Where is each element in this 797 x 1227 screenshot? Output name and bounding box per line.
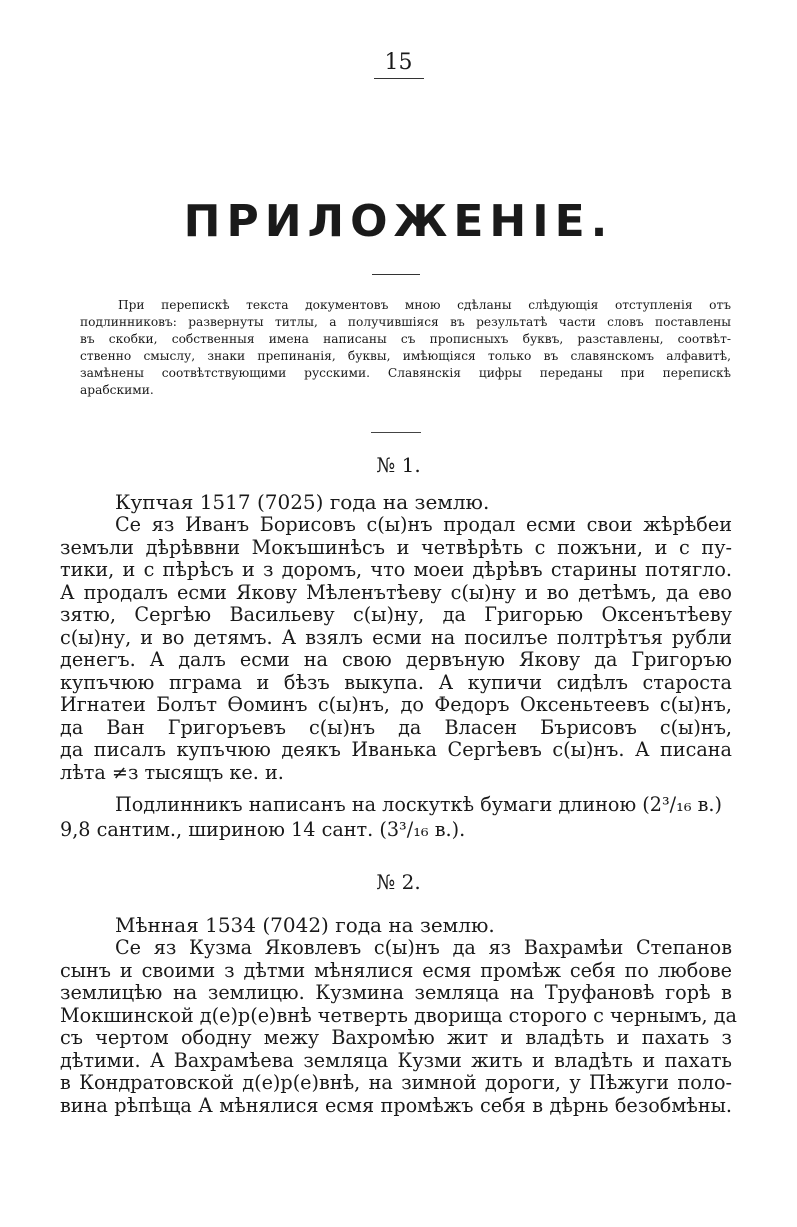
section-separator <box>371 432 421 433</box>
doc1-line: денегъ. А далъ есми на свою дервъную Якову да Григоръю <box>60 648 732 671</box>
page-title: ПРИЛОЖЕНІЕ. <box>183 196 614 247</box>
doc2-title: Мѣнная 1534 (7042) года на землю. <box>115 913 495 937</box>
page-number-rule <box>374 78 424 79</box>
doc1-note-line: 9,8 сантим., шириною 14 сант. (3³/₁₆ в.). <box>60 818 466 841</box>
page-number: 15 <box>384 50 413 75</box>
title-rule <box>372 274 420 275</box>
doc2-line: Се яз Кузма Яковлевъ с(ы)нъ да яз Вахрамѣи Степанов <box>115 936 732 959</box>
doc1-title: Купчая 1517 (7025) года на землю. <box>115 490 490 514</box>
doc1-number: № 1. <box>376 453 421 477</box>
doc2-line: съ чертом ободну межу Вахромѣю жит и владѣть и пахать з <box>60 1026 732 1049</box>
doc2-body <box>60 936 737 1117</box>
doc2-line: Мокшинской д(е)р(е)внѣ четверть дворища сторого с чернымъ, да <box>60 1003 737 1027</box>
doc1-body <box>60 514 732 784</box>
doc1-note <box>60 792 732 842</box>
doc2-line: вина рѣпѣща А мѣнялися есмя промѣжъ себя в дѣрнь безобмѣны. <box>60 1093 732 1117</box>
doc1-note-line: Подлинникъ написанъ на лоскуткѣ бумаги длиною (2³/₁₆ в.) <box>115 793 723 816</box>
doc1-line: земъли дѣрѣввни Мокъшинѣсъ и четвѣрѣть с пожъни, и с пу- <box>60 535 732 559</box>
intro-line: ственно смыслу, знаки препинанія, буквы, имѣющіяся только въ славянскомъ алфавитѣ, <box>80 349 731 363</box>
doc1-line: зятю, Сергѣю Васильеву с(ы)ну, да Григорью Оксенътѣеву <box>60 603 732 626</box>
intro-line: въ скобки, собственныя имена написаны съ прописныхъ буквъ, разставлены, соотвѣт- <box>80 332 731 346</box>
doc1-line: да писалъ купъчюю деякъ Иванька Сергѣевъ с(ы)нъ. А писана <box>60 738 732 761</box>
intro-line: При перепискѣ текста документовъ мною сдѣланы слѣдующія отступленія отъ <box>118 298 731 312</box>
intro-line: подлинниковъ: развернуты титлы, а получившіяся въ результатѣ части словъ поставлены <box>80 315 731 329</box>
doc2-line: землицѣю на землицю. Кузмина земляца на Труфановѣ горѣ в <box>60 981 732 1004</box>
intro-line: арабскими. <box>80 383 154 397</box>
doc1-line: с(ы)ну, и во детямъ. А взялъ есми на посилъе полтрѣтъя рубли <box>60 625 732 649</box>
doc1-line: лѣта ≠з тысящъ ке. и. <box>60 760 284 784</box>
doc2-line: в Кондратовской д(е)р(е)внѣ, на зимной дороги, у Пѣжуги поло- <box>60 1071 732 1094</box>
doc2-line: сынъ и своими з дѣтми мѣнялися есмя промѣж себя по любове <box>60 958 732 982</box>
intro-line: замѣнены соотвѣтствующими русскими. Славянскія цифры переданы при перепискѣ <box>80 366 731 380</box>
doc1-line: Се яз Иванъ Борисовъ с(ы)нъ продал есми свои жѣрѣбеи <box>115 513 732 536</box>
doc1-line: тики, и с пѣрѣсъ и з доромъ, что моеи дѣрѣвъ старины потягло. <box>60 558 732 581</box>
doc1-line: Игнатеи Болът Ѳоминъ с(ы)нъ, до Федоръ Оксеньтеевъ с(ы)нъ, <box>60 693 732 716</box>
doc2-line: дѣтими. А Вахрамѣева земляца Кузми жить и владѣть и пахать <box>60 1048 732 1072</box>
doc2-number: № 2. <box>376 870 421 894</box>
intro-paragraph <box>80 297 731 399</box>
doc1-line: купъчюю пграма и бѣзъ выкупа. А купичи сидѣлъ староста <box>60 670 732 694</box>
doc1-line: А продалъ есми Якову Мѣленътѣеву с(ы)ну и во детѣмъ, да ево <box>60 580 732 604</box>
doc1-line: да Ван Григоръевъ с(ы)нъ да Власен Бърисовъ с(ы)нъ, <box>60 715 732 739</box>
